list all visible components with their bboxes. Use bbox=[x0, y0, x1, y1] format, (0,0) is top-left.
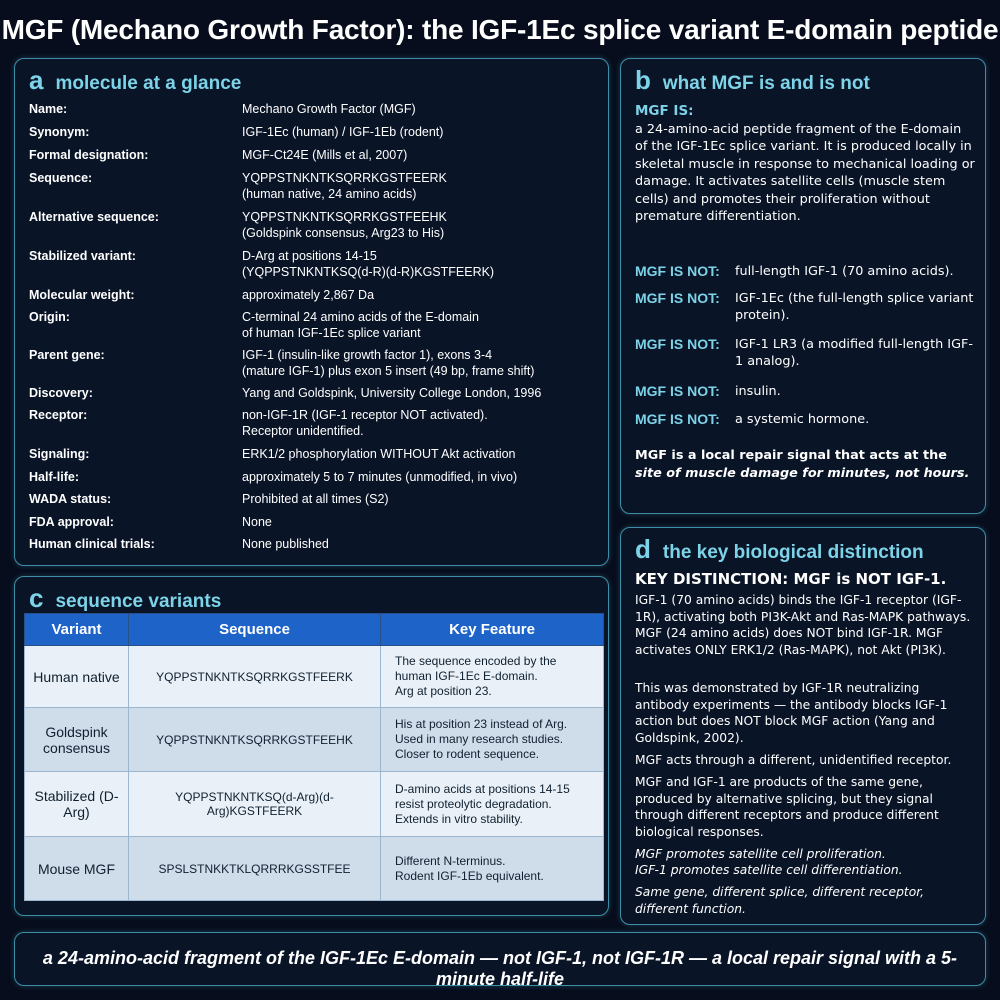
footer-banner bbox=[14, 932, 986, 989]
feature-line: The sequence encoded by the bbox=[395, 654, 557, 668]
kv-value: None bbox=[242, 515, 272, 529]
panel-c-heading: sequence variants bbox=[55, 591, 222, 612]
column-header-variant: Variant bbox=[25, 614, 129, 646]
distinction-paragraph: MGF promotes satellite cell proliferation. bbox=[635, 847, 886, 861]
cell-sequence: YQPPSTNKNTKSQ(d-Arg)(d-Arg)KGSTFEERK bbox=[129, 772, 381, 837]
kv-value-line: of human IGF-1Ec splice variant bbox=[242, 326, 421, 340]
kv-value bbox=[242, 248, 597, 280]
kv-key: Receptor: bbox=[29, 408, 88, 422]
mgf-is-not-text: insulin. bbox=[735, 384, 781, 399]
cell-key-feature bbox=[381, 646, 604, 708]
panel-a-heading: molecule at a glance bbox=[55, 73, 242, 94]
kv-key: FDA approval: bbox=[29, 515, 114, 529]
mgf-is-text: a 24-amino-acid peptide fragment of the E-domain of the IGF-1Ec splice variant. It is produced locally in skeletal muscle in response to mechanical loading or damage. It activates satellite cells (muscle stem cells) and promotes their proliferation without premature differentiation. bbox=[635, 121, 975, 224]
mgf-is-block bbox=[635, 103, 975, 226]
kv-value bbox=[242, 309, 597, 341]
cell-key-feature bbox=[381, 708, 604, 772]
key-distinction-heading: KEY DISTINCTION: MGF is NOT IGF-1. bbox=[635, 570, 947, 588]
kv-value-line: IGF-1 (insulin-like growth factor 1), exons 3-4 bbox=[242, 348, 493, 362]
kv-key: Stabilized variant: bbox=[29, 249, 136, 263]
kv-value bbox=[242, 347, 597, 379]
kv-value: None published bbox=[242, 537, 329, 551]
kv-key: Discovery: bbox=[29, 386, 93, 400]
table-row bbox=[25, 772, 604, 837]
cell-variant: Human native bbox=[25, 646, 129, 708]
feature-line: Rodent IGF-1Eb equivalent. bbox=[395, 868, 544, 883]
panel-b-heading: what MGF is and is not bbox=[662, 73, 870, 94]
distinction-paragraph: IGF-1 promotes satellite cell differentiation. bbox=[635, 863, 903, 877]
feature-line: Different N-terminus. bbox=[395, 853, 506, 868]
panel-b-letter: b bbox=[635, 65, 651, 95]
kv-value: Mechano Growth Factor (MGF) bbox=[242, 102, 416, 116]
mgf-is-not-text: IGF-1 LR3 (a modified full-length IGF-1 analog). bbox=[735, 337, 973, 369]
kv-key: Molecular weight: bbox=[29, 288, 135, 302]
kv-value-line: YQPPSTNKNTKSQRRKGSTFEEHK bbox=[242, 210, 447, 224]
kv-key: Name: bbox=[29, 102, 68, 116]
mgf-is-not-label: MGF IS NOT: bbox=[635, 411, 720, 427]
cell-sequence: YQPPSTNKNTKSQRRKGSTFEEHK bbox=[129, 708, 381, 772]
kv-value: IGF-1Ec (human) / IGF-1Eb (rodent) bbox=[242, 125, 444, 139]
kv-key: Signaling: bbox=[29, 447, 90, 461]
kv-value: approximately 5 to 7 minutes (unmodified, in vivo) bbox=[242, 470, 518, 484]
mgf-is-not-label: MGF IS NOT: bbox=[635, 336, 720, 352]
sequence-variants-table bbox=[24, 613, 604, 901]
panel-key-biological-distinction bbox=[620, 527, 986, 925]
column-header-sequence: Sequence bbox=[129, 614, 381, 646]
distinction-paragraph: This was demonstrated by IGF-1R neutralizing antibody experiments — the antibody blocks IGF-1 action but does NOT block MGF action (Yang and Goldspink, 2002). bbox=[635, 681, 948, 745]
feature-line: His at position 23 instead of Arg. bbox=[395, 717, 568, 731]
cell-sequence: SPSLSTNKKTKLQRRRKGSSTFEE bbox=[129, 837, 381, 901]
kv-value-line: (human native, 24 amino acids) bbox=[242, 187, 417, 201]
mgf-summary bbox=[635, 447, 975, 482]
page-title: MGF (Mechano Growth Factor): the IGF-1Ec splice variant E-domain peptide bbox=[1, 14, 999, 45]
kv-value-line: YQPPSTNKNTKSQRRKGSTFEERK bbox=[242, 171, 447, 185]
panel-molecule-at-a-glance bbox=[14, 58, 609, 566]
kv-key: Alternative sequence: bbox=[29, 210, 159, 224]
mgf-is-not-label: MGF IS NOT: bbox=[635, 290, 720, 306]
kv-value bbox=[242, 407, 597, 439]
kv-key: Human clinical trials: bbox=[29, 537, 155, 551]
distinction-paragraph: MGF and IGF-1 are products of the same gene, produced by alternative splicing, but they signal through different receptors and produce different biological responses. bbox=[635, 775, 939, 839]
kv-value-line: (Goldspink consensus, Arg23 to His) bbox=[242, 226, 445, 240]
cell-sequence: YQPPSTNKNTKSQRRKGSTFEERK bbox=[129, 646, 381, 708]
distinction-paragraph: Same gene, different splice, different receptor, different function. bbox=[635, 885, 925, 916]
cell-key-feature bbox=[381, 772, 604, 837]
kv-value: Yang and Goldspink, University College London, 1996 bbox=[242, 386, 542, 400]
panel-d-letter: d bbox=[635, 534, 651, 564]
feature-line: Arg at position 23. bbox=[395, 684, 492, 698]
kv-value bbox=[242, 170, 597, 202]
cell-variant: Mouse MGF bbox=[25, 837, 129, 901]
feature-line: Closer to rodent sequence. bbox=[395, 747, 540, 761]
table-row bbox=[25, 837, 604, 901]
kv-value-line: non-IGF-1R (IGF-1 receptor NOT activated). bbox=[242, 408, 488, 422]
kv-key: Sequence: bbox=[29, 171, 93, 185]
kv-key: Origin: bbox=[29, 310, 70, 324]
mgf-is-not-text: a systemic hormone. bbox=[735, 412, 870, 427]
kv-value-line: Receptor unidentified. bbox=[242, 424, 364, 438]
kv-key: Parent gene: bbox=[29, 348, 105, 362]
kv-key: WADA status: bbox=[29, 492, 112, 506]
cell-variant: Stabilized (D-Arg) bbox=[25, 772, 129, 837]
feature-line: human IGF-1Ec E-domain. bbox=[395, 669, 538, 683]
distinction-paragraph: MGF acts through a different, unidentified receptor. bbox=[635, 753, 952, 767]
table-header-row bbox=[25, 614, 604, 646]
cell-key-feature bbox=[381, 837, 604, 901]
mgf-summary-line: MGF is a local repair signal that acts at the bbox=[635, 448, 947, 463]
mgf-is-label: MGF IS: bbox=[635, 103, 694, 119]
mgf-is-not-label: MGF IS NOT: bbox=[635, 263, 720, 279]
kv-key: Half-life: bbox=[29, 470, 79, 484]
kv-value-line: (YQPPSTNKNTKSQ(d-R)(d-R)KGSTFEERK) bbox=[242, 265, 495, 279]
kv-value: approximately 2,867 Da bbox=[242, 288, 375, 302]
kv-value-line: (mature IGF-1) plus exon 5 insert (49 bp, frame shift) bbox=[242, 364, 535, 378]
feature-line: Used in many research studies. bbox=[395, 732, 564, 746]
table-row bbox=[25, 708, 604, 772]
panel-sequence-variants bbox=[14, 576, 609, 916]
mgf-is-not-label: MGF IS NOT: bbox=[635, 383, 720, 399]
kv-value: Prohibited at all times (S2) bbox=[242, 492, 389, 506]
mgf-is-not-text: IGF-1Ec (the full-length splice variant protein). bbox=[735, 291, 974, 323]
panel-what-mgf-is-and-is-not bbox=[620, 58, 986, 514]
kv-key: Synonym: bbox=[29, 125, 90, 139]
mgf-summary-line: site of muscle damage for minutes, not hours. bbox=[635, 465, 970, 481]
footer-text: a 24-amino-acid fragment of the IGF-1Ec E-domain — not IGF-1, not IGF-1R — a local repair signal with a 5-minute half-life bbox=[42, 948, 958, 989]
feature-line: resist proteolytic degradation. bbox=[395, 796, 552, 811]
distinction-paragraph: IGF-1 (70 amino acids) binds the IGF-1 receptor (IGF-1R), activating both PI3K-Akt and Ras-MAPK pathways. MGF (24 amino acids) does NOT bind IGF-1R. MGF activates ONLY ERK1/2 (Ras-MAPK), not Akt (PI3K). bbox=[635, 593, 971, 657]
feature-line: Extends in vitro stability. bbox=[395, 811, 523, 826]
mgf-is-not-text: full-length IGF-1 (70 amino acids). bbox=[735, 264, 954, 279]
kv-value bbox=[242, 209, 597, 241]
panel-c-letter: c bbox=[29, 583, 44, 613]
kv-value: ERK1/2 phosphorylation WITHOUT Akt activation bbox=[242, 447, 516, 461]
kv-key: Formal designation: bbox=[29, 148, 149, 162]
panel-a-letter: a bbox=[29, 65, 44, 95]
feature-line: D-amino acids at positions 14-15 bbox=[395, 781, 570, 796]
panel-d-heading: the key biological distinction bbox=[662, 542, 924, 563]
table-row bbox=[25, 646, 604, 708]
cell-variant: Goldspink consensus bbox=[25, 708, 129, 772]
kv-value: MGF-Ct24E (Mills et al, 2007) bbox=[242, 148, 408, 162]
kv-value-line: D-Arg at positions 14-15 bbox=[242, 249, 377, 263]
column-header-key-feature: Key Feature bbox=[381, 614, 604, 646]
kv-value-line: C-terminal 24 amino acids of the E-domain bbox=[242, 310, 479, 324]
